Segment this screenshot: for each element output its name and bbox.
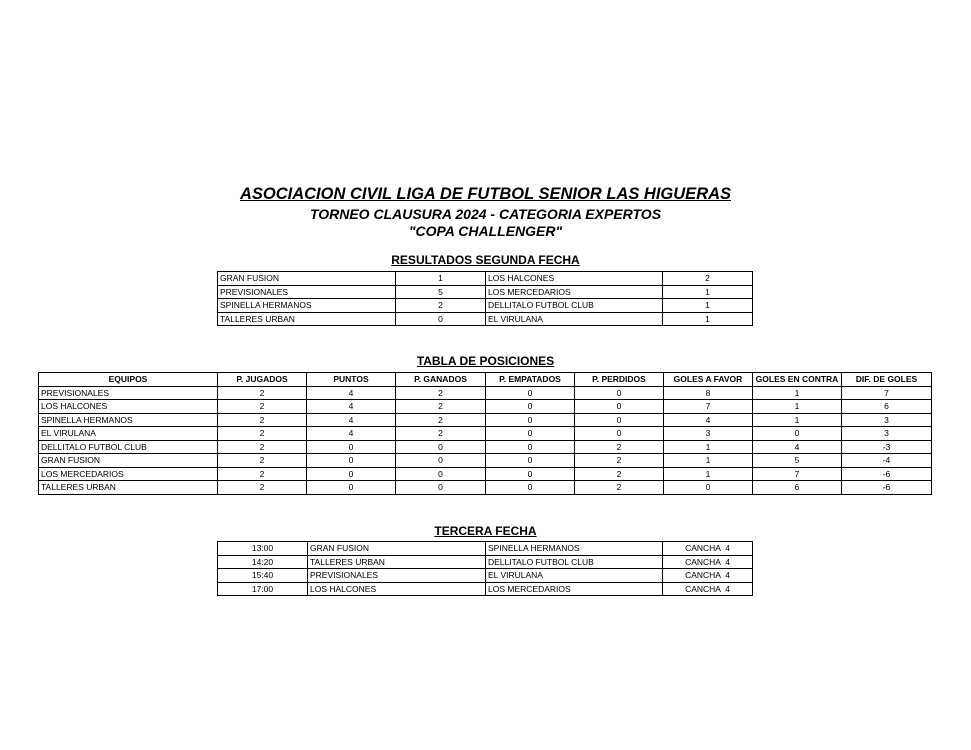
stat-value: 4: [307, 427, 396, 441]
stat-value: 0: [307, 467, 396, 481]
stat-value: 0: [307, 454, 396, 468]
fixtures-table: [217, 541, 753, 596]
standings-row: [39, 400, 932, 414]
stat-value: 2: [218, 481, 307, 495]
away-team: LOS MERCEDARIOS: [486, 285, 663, 299]
stat-value: -6: [842, 481, 932, 495]
home-goals: 5: [396, 285, 486, 299]
stat-value: 0: [486, 427, 575, 441]
standings-column-header: GOLES EN CONTRA: [753, 373, 842, 387]
stat-value: -6: [842, 467, 932, 481]
stat-value: 2: [575, 440, 664, 454]
stat-value: 2: [396, 413, 486, 427]
results-row: [218, 285, 753, 299]
stat-value: 3: [842, 427, 932, 441]
standings-row: [39, 454, 932, 468]
stat-value: 0: [486, 400, 575, 414]
field-name: CANCHA 4: [663, 569, 753, 583]
standings-column-header: P. JUGADOS: [218, 373, 307, 387]
stat-value: 2: [218, 400, 307, 414]
away-team: DELLITALO FUTBOL CLUB: [486, 299, 663, 313]
standings-column-header: GOLES A FAVOR: [664, 373, 753, 387]
stat-value: 2: [218, 467, 307, 481]
stat-value: 0: [486, 467, 575, 481]
away-team: LOS MERCEDARIOS: [486, 582, 663, 596]
standings-column-header: P. EMPATADOS: [486, 373, 575, 387]
home-goals: 1: [396, 272, 486, 286]
standings-table: [38, 372, 932, 495]
team-name: LOS HALCONES: [39, 400, 218, 414]
standings-row: [39, 440, 932, 454]
fixtures-section-title: TERCERA FECHA: [434, 524, 537, 538]
stat-value: 0: [575, 400, 664, 414]
stat-value: 1: [753, 400, 842, 414]
team-name: LOS MERCEDARIOS: [39, 467, 218, 481]
stat-value: 7: [664, 400, 753, 414]
standings-row: [39, 427, 932, 441]
stat-value: 6: [753, 481, 842, 495]
stat-value: 2: [396, 400, 486, 414]
stat-value: 0: [575, 413, 664, 427]
stat-value: 0: [486, 386, 575, 400]
home-team: GRAN FUSION: [218, 272, 396, 286]
stat-value: 2: [218, 440, 307, 454]
stat-value: 2: [218, 427, 307, 441]
stat-value: 2: [218, 454, 307, 468]
match-time: 13:00: [218, 542, 308, 556]
stat-value: 2: [396, 386, 486, 400]
stat-value: 3: [664, 427, 753, 441]
away-team: SPINELLA HERMANOS: [486, 542, 663, 556]
standings-row: [39, 386, 932, 400]
stat-value: 4: [307, 400, 396, 414]
away-team: EL VIRULANA: [486, 312, 663, 326]
results-section-title: RESULTADOS SEGUNDA FECHA: [391, 253, 580, 267]
away-goals: 1: [663, 312, 753, 326]
standings-header-row: [39, 373, 932, 387]
stat-value: 0: [396, 467, 486, 481]
results-table: [217, 271, 753, 326]
team-name: EL VIRULANA: [39, 427, 218, 441]
team-name: TALLERES URBAN: [39, 481, 218, 495]
stat-value: 0: [396, 454, 486, 468]
results-row: [218, 312, 753, 326]
field-name: CANCHA 4: [663, 582, 753, 596]
home-team: TALLERES URBAN: [218, 312, 396, 326]
home-team: GRAN FUSION: [308, 542, 486, 556]
team-name: DELLITALO FUTBOL CLUB: [39, 440, 218, 454]
results-row: [218, 272, 753, 286]
stat-value: 2: [218, 386, 307, 400]
fixture-row: [218, 542, 753, 556]
league-title: ASOCIACION CIVIL LIGA DE FUTBOL SENIOR LAS HIGUERAS: [239, 185, 732, 203]
away-goals: 2: [663, 272, 753, 286]
stat-value: 2: [575, 454, 664, 468]
standings-row: [39, 467, 932, 481]
stat-value: 2: [396, 427, 486, 441]
home-team: TALLERES URBAN: [308, 555, 486, 569]
field-name: CANCHA 4: [663, 555, 753, 569]
team-name: SPINELLA HERMANOS: [39, 413, 218, 427]
stat-value: 0: [486, 440, 575, 454]
away-team: DELLITALO FUTBOL CLUB: [486, 555, 663, 569]
stat-value: 0: [486, 481, 575, 495]
fixture-row: [218, 582, 753, 596]
away-goals: 1: [663, 285, 753, 299]
home-team: PREVISIONALES: [218, 285, 396, 299]
away-team: LOS HALCONES: [486, 272, 663, 286]
fixture-row: [218, 555, 753, 569]
standings-column-header: P. GANADOS: [396, 373, 486, 387]
stat-value: 2: [575, 481, 664, 495]
field-name: CANCHA 4: [663, 542, 753, 556]
home-team: SPINELLA HERMANOS: [218, 299, 396, 313]
stat-value: 0: [396, 481, 486, 495]
standings-column-header: EQUIPOS: [39, 373, 218, 387]
home-team: LOS HALCONES: [308, 582, 486, 596]
standings-section-title: TABLA DE POSICIONES: [416, 354, 555, 368]
standings-column-header: P. PERDIDOS: [575, 373, 664, 387]
stat-value: 7: [753, 467, 842, 481]
team-name: PREVISIONALES: [39, 386, 218, 400]
stat-value: 6: [842, 400, 932, 414]
home-goals: 2: [396, 299, 486, 313]
fixture-row: [218, 569, 753, 583]
stat-value: 7: [842, 386, 932, 400]
stat-value: 0: [396, 440, 486, 454]
stat-value: 0: [307, 440, 396, 454]
home-goals: 0: [396, 312, 486, 326]
stat-value: 5: [753, 454, 842, 468]
stat-value: 1: [664, 440, 753, 454]
away-goals: 1: [663, 299, 753, 313]
standings-row: [39, 481, 932, 495]
stat-value: 4: [307, 413, 396, 427]
match-time: 17:00: [218, 582, 308, 596]
stat-value: 4: [307, 386, 396, 400]
stat-value: 2: [575, 467, 664, 481]
stat-value: 4: [753, 440, 842, 454]
stat-value: 0: [664, 481, 753, 495]
stat-value: 0: [307, 481, 396, 495]
standings-row: [39, 413, 932, 427]
cup-name: "COPA CHALLENGER": [408, 223, 563, 239]
tournament-subtitle: TORNEO CLAUSURA 2024 - CATEGORIA EXPERTOS: [309, 206, 662, 222]
stat-value: -4: [842, 454, 932, 468]
match-time: 15:40: [218, 569, 308, 583]
results-row: [218, 299, 753, 313]
stat-value: -3: [842, 440, 932, 454]
home-team: PREVISIONALES: [308, 569, 486, 583]
stat-value: 1: [753, 413, 842, 427]
match-time: 14:20: [218, 555, 308, 569]
stat-value: 1: [664, 467, 753, 481]
stat-value: 0: [575, 386, 664, 400]
stat-value: 1: [753, 386, 842, 400]
stat-value: 8: [664, 386, 753, 400]
stat-value: 3: [842, 413, 932, 427]
stat-value: 2: [218, 413, 307, 427]
standings-column-header: DIF. DE GOLES: [842, 373, 932, 387]
standings-column-header: PUNTOS: [307, 373, 396, 387]
stat-value: 0: [486, 454, 575, 468]
stat-value: 4: [664, 413, 753, 427]
stat-value: 0: [753, 427, 842, 441]
stat-value: 0: [486, 413, 575, 427]
stat-value: 0: [575, 427, 664, 441]
stat-value: 1: [664, 454, 753, 468]
away-team: EL VIRULANA: [486, 569, 663, 583]
team-name: GRAN FUSION: [39, 454, 218, 468]
